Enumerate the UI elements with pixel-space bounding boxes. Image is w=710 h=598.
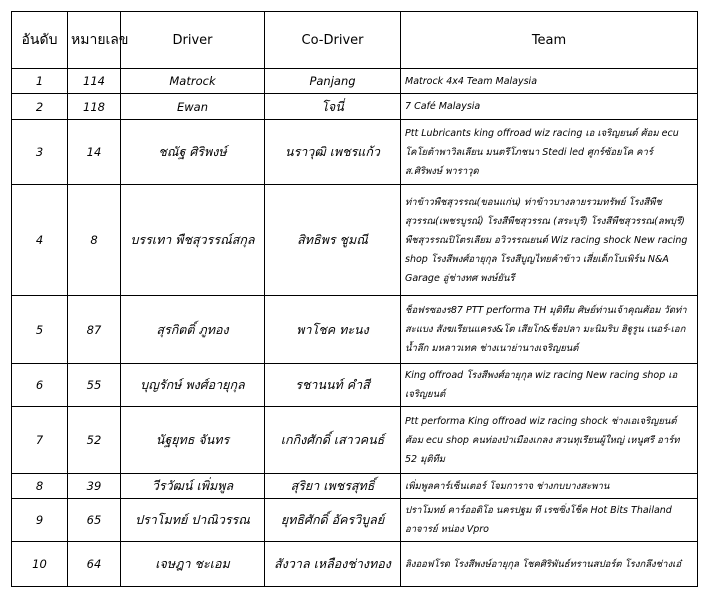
number-cell: 114 — [68, 69, 121, 94]
driver-cell: บรรเทา พืชสุวรรณ์สกุล — [121, 185, 265, 296]
driver-cell: นัฐยุทธ จันทร — [121, 407, 265, 474]
team-cell: Ptt performa King offroad wiz racing shock ช่างเอเจริญยนต์ ศ้อม ecu shop คนท่องป่าเมืองเกลง สวนทุเรียนผู้ใหญ่ เหนูศรี อาร์ท 52 มุติทีม — [401, 407, 698, 474]
team-cell: Matrock 4x4 Team Malaysia — [401, 69, 698, 94]
driver-cell: สุรกิตติ์ ภูทอง — [121, 296, 265, 364]
table-row — [12, 474, 698, 499]
co-driver-cell: สุริยา เพชรสุทธิ์ — [265, 474, 401, 499]
number-cell: 39 — [68, 474, 121, 499]
driver-cell: บุญรักษ์ พงศ์อายุกุล — [121, 364, 265, 407]
table-row — [12, 94, 698, 120]
header-co-driver: Co-Driver — [265, 12, 401, 69]
team-cell: 7 Café Malaysia — [401, 94, 698, 120]
header-team: Team — [401, 12, 698, 69]
driver-cell: Ewan — [121, 94, 265, 120]
rank-cell: 9 — [12, 499, 68, 542]
team-cell: Ptt Lubricants king offroad wiz racing เอ เจริญยนต์ ศ้อม ecu โคโยต้าพาวิลเลียน มนตรีโภชนา Stedi led ศูกร์ซ้อยโค คาร์ ส.ศิริพงษ์ พาราวุด — [401, 120, 698, 185]
table-row — [12, 120, 698, 185]
rank-cell: 1 — [12, 69, 68, 94]
co-driver-cell: Panjang — [265, 69, 401, 94]
co-driver-cell: เกกิงศักดิ์ เสาวคนธ์ — [265, 407, 401, 474]
co-driver-cell: สังวาล เหลืองช่างทอง — [265, 542, 401, 587]
table-row — [12, 542, 698, 587]
rank-cell: 6 — [12, 364, 68, 407]
table-row — [12, 364, 698, 407]
co-driver-cell: โจนี่ — [265, 94, 401, 120]
co-driver-cell: สิทธิพร ชูมณี — [265, 185, 401, 296]
driver-cell: Matrock — [121, 69, 265, 94]
table-row — [12, 69, 698, 94]
driver-cell: ชณัฐ ศิริพงษ์ — [121, 120, 265, 185]
team-cell: ปราโมทย์ คาร์ออดิโอ นครปฐม ที เรซซิ่งโช็ค Hot Bits Thailand อาจารย์ หน่อง Vpro — [401, 499, 698, 542]
rank-cell: 4 — [12, 185, 68, 296]
team-cell: ช็อฟรซองร87 PTT performa TH มุติทีม ศิษย์ท่านเจ้าคุณศ้อม วัดท่าสะแบง สังฆเรียนแครง&โต เสียโก&ช็อปลา มะนิมริบ ฮิฐูรูน เนอร์-เอกน้ำลึก มหลาวเทค ช่างเนาย่านางเจริญยนต์ — [401, 296, 698, 364]
rank-cell: 3 — [12, 120, 68, 185]
rank-cell: 7 — [12, 407, 68, 474]
results-table-wrapper — [11, 11, 698, 587]
team-cell: ลิงออฟโรด โรงสีพงษ์อายุกุล โชคศิริพันธ์ทรานสปอร์ต โรงกลึงช่างเอ๋ — [401, 542, 698, 587]
co-driver-cell: รชานนท์ คำสี — [265, 364, 401, 407]
table-row — [12, 407, 698, 474]
table-row — [12, 499, 698, 542]
number-cell: 64 — [68, 542, 121, 587]
header-number: หมายเลข — [68, 12, 121, 69]
header-row — [12, 12, 698, 69]
team-cell: King offroad โรงสีพงศ์อายุกุล wiz racing New racing shop เอ เจริญยนต์ — [401, 364, 698, 407]
number-cell: 52 — [68, 407, 121, 474]
number-cell: 14 — [68, 120, 121, 185]
driver-cell: วีรวัฒน์ เพิ่มพูล — [121, 474, 265, 499]
number-cell: 87 — [68, 296, 121, 364]
rank-cell: 2 — [12, 94, 68, 120]
rank-cell: 8 — [12, 474, 68, 499]
team-cell: เพิ่มพูลคาร์เซ็นเตอร์ โจมการาจ ช่างกบบางสะพาน — [401, 474, 698, 499]
header-rank: อันดับ — [12, 12, 68, 69]
header-driver: Driver — [121, 12, 265, 69]
driver-cell: ปราโมทย์ ปาณิวรรณ — [121, 499, 265, 542]
table-row — [12, 296, 698, 364]
results-table — [11, 11, 698, 587]
driver-cell: เจษฎา ชะเอม — [121, 542, 265, 587]
table-row — [12, 185, 698, 296]
number-cell: 8 — [68, 185, 121, 296]
co-driver-cell: พาโชค ทะนง — [265, 296, 401, 364]
rank-cell: 5 — [12, 296, 68, 364]
number-cell: 55 — [68, 364, 121, 407]
co-driver-cell: นราวุฒิ เพชรแก้ว — [265, 120, 401, 185]
co-driver-cell: ยุทธิศักดิ์ อัครวิบูลย์ — [265, 499, 401, 542]
rank-cell: 10 — [12, 542, 68, 587]
number-cell: 118 — [68, 94, 121, 120]
team-cell: ท่าข้าวพืชสุวรรณ(ขอนแก่น) ท่าข้าวบางลายรวมทรัพย์ โรงสีพืชสุวรรณ(เพชรบูรณ์) โรงสีพืชสุวรรณ (สระบุรี) โรงสีพืชสุวรรณ(ลพบุรี) พืชสุวรรณปิโตรเลียม อวิวรรณยนต์ Wiz racing shock New racing shop โรงสีพงศ์อายุกุล โรงสีบูญไทยค้าข้าว เสี่ยเด็กโบเพิร์น N&A Garage อู่ช่างทศ พงษ์ยันรี — [401, 185, 698, 296]
number-cell: 65 — [68, 499, 121, 542]
